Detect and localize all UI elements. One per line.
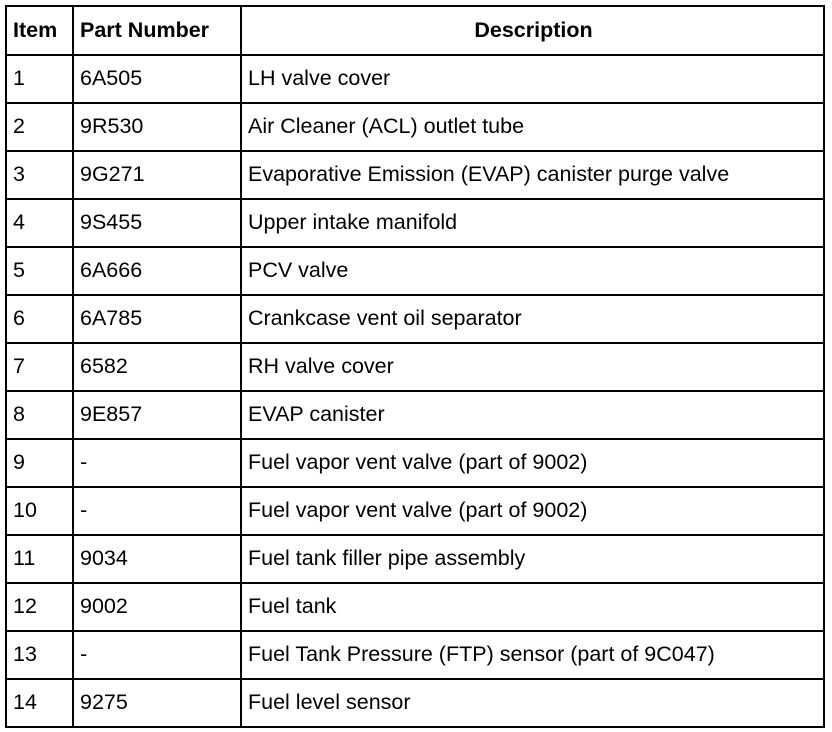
cell-description: Evaporative Emission (EVAP) canister purge valve — [241, 151, 824, 199]
cell-item: 3 — [6, 151, 73, 199]
cell-part-number: 6A785 — [73, 295, 241, 343]
cell-item: 6 — [6, 295, 73, 343]
cell-part-number: 6A666 — [73, 247, 241, 295]
cell-part-number: 6582 — [73, 343, 241, 391]
cell-item: 14 — [6, 679, 73, 727]
cell-item: 10 — [6, 487, 73, 535]
cell-part-number: - — [73, 487, 241, 535]
table-row — [6, 487, 824, 535]
table-row — [6, 103, 824, 151]
cell-part-number: 9034 — [73, 535, 241, 583]
cell-description: Fuel level sensor — [241, 679, 824, 727]
header-item: Item — [6, 6, 73, 55]
table-row — [6, 391, 824, 439]
cell-description: Upper intake manifold — [241, 199, 824, 247]
cell-description: Air Cleaner (ACL) outlet tube — [241, 103, 824, 151]
cell-item: 11 — [6, 535, 73, 583]
cell-item: 7 — [6, 343, 73, 391]
cell-description: Fuel tank — [241, 583, 824, 631]
cell-part-number: 6A505 — [73, 55, 241, 103]
cell-item: 13 — [6, 631, 73, 679]
cell-description: EVAP canister — [241, 391, 824, 439]
table-row — [6, 439, 824, 487]
cell-part-number: 9E857 — [73, 391, 241, 439]
table-row — [6, 583, 824, 631]
cell-item: 2 — [6, 103, 73, 151]
table-row — [6, 55, 824, 103]
cell-item: 9 — [6, 439, 73, 487]
cell-part-number: 9G271 — [73, 151, 241, 199]
header-description: Description — [241, 6, 824, 55]
header-part-number: Part Number — [73, 6, 241, 55]
table-row — [6, 247, 824, 295]
table-row — [6, 679, 824, 727]
cell-item: 4 — [6, 199, 73, 247]
cell-part-number: 9R530 — [73, 103, 241, 151]
cell-part-number: - — [73, 439, 241, 487]
parts-table — [5, 5, 825, 728]
cell-description: PCV valve — [241, 247, 824, 295]
cell-description: LH valve cover — [241, 55, 824, 103]
cell-description: Fuel vapor vent valve (part of 9002) — [241, 487, 824, 535]
table-row — [6, 535, 824, 583]
cell-description: Crankcase vent oil separator — [241, 295, 824, 343]
cell-item: 1 — [6, 55, 73, 103]
cell-description: Fuel tank filler pipe assembly — [241, 535, 824, 583]
table-body — [6, 55, 824, 727]
cell-part-number: - — [73, 631, 241, 679]
cell-part-number: 9002 — [73, 583, 241, 631]
cell-part-number: 9S455 — [73, 199, 241, 247]
cell-item: 8 — [6, 391, 73, 439]
table-row — [6, 343, 824, 391]
cell-description: Fuel vapor vent valve (part of 9002) — [241, 439, 824, 487]
cell-description: Fuel Tank Pressure (FTP) sensor (part of 9C047) — [241, 631, 824, 679]
cell-part-number: 9275 — [73, 679, 241, 727]
cell-item: 12 — [6, 583, 73, 631]
table-row — [6, 199, 824, 247]
table-header — [6, 6, 824, 55]
table-row — [6, 631, 824, 679]
cell-item: 5 — [6, 247, 73, 295]
cell-description: RH valve cover — [241, 343, 824, 391]
table-row — [6, 151, 824, 199]
table-row — [6, 295, 824, 343]
header-row — [6, 6, 824, 55]
